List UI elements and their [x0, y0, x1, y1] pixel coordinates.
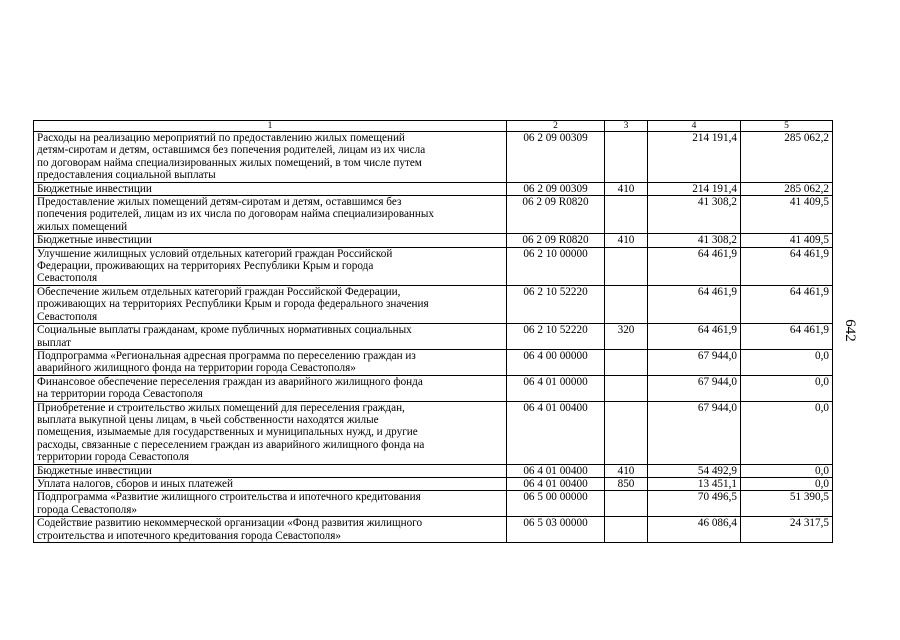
- row-amount-col5: 0,0: [741, 464, 833, 477]
- row-target-code: 06 2 09 R0820: [507, 196, 605, 234]
- row-description: Содействие развитию некоммерческой организации «Фонд развития жилищного строительства и ипотечного кредитования города Севастополя»: [34, 517, 507, 543]
- row-amount-col5: 0,0: [741, 401, 833, 464]
- row-amount-col4: 67 944,0: [648, 375, 741, 401]
- table-row: [34, 182, 833, 195]
- row-target-code: 06 4 01 00000: [507, 375, 605, 401]
- row-target-code: 06 4 01 00400: [507, 401, 605, 464]
- row-amount-col5: 64 461,9: [741, 324, 833, 350]
- table-row: [34, 234, 833, 247]
- row-amount-col4: 64 461,9: [648, 247, 741, 285]
- header-col-4: 4: [648, 121, 741, 132]
- row-expense-type: [605, 247, 648, 285]
- row-expense-type: 410: [605, 182, 648, 195]
- row-target-code: 06 4 01 00400: [507, 477, 605, 490]
- row-amount-col5: 41 409,5: [741, 234, 833, 247]
- row-expense-type: [605, 491, 648, 517]
- table-row: [34, 491, 833, 517]
- row-description: Приобретение и строительство жилых помещений для переселения граждан, выплата выкупной цены лицам, в чьей собственности находятся жилые помещения, изымаемые для государственных и муниципальных нужд, и другие расходы, связанные с переселением граждан из аварийного жилищного фонда на территории города Севастополя: [34, 401, 507, 464]
- row-expense-type: [605, 196, 648, 234]
- row-target-code: 06 2 10 52220: [507, 285, 605, 323]
- row-expense-type: [605, 375, 648, 401]
- row-description: Улучшение жилищных условий отдельных категорий граждан Российской Федерации, проживающих на территориях Республики Крым и города Севастополя: [34, 247, 507, 285]
- table-row: [34, 247, 833, 285]
- header-col-1: 1: [34, 121, 507, 132]
- row-amount-col4: 41 308,2: [648, 196, 741, 234]
- header-col-5: 5: [741, 121, 833, 132]
- table-row: [34, 324, 833, 350]
- row-expense-type: [605, 132, 648, 183]
- row-target-code: 06 2 09 00309: [507, 132, 605, 183]
- row-description: Социальные выплаты гражданам, кроме публичных нормативных социальных выплат: [34, 324, 507, 350]
- row-expense-type: [605, 517, 648, 543]
- row-description: Бюджетные инвестиции: [34, 182, 507, 195]
- table-row: [34, 464, 833, 477]
- budget-table: [33, 120, 833, 543]
- row-expense-type: 410: [605, 234, 648, 247]
- table-row: [34, 196, 833, 234]
- header-col-3: 3: [605, 121, 648, 132]
- row-target-code: 06 4 01 00400: [507, 464, 605, 477]
- row-description: Уплата налогов, сборов и иных платежей: [34, 477, 507, 490]
- row-expense-type: 320: [605, 324, 648, 350]
- row-amount-col4: 41 308,2: [648, 234, 741, 247]
- row-amount-col5: 0,0: [741, 477, 833, 490]
- row-amount-col4: 70 496,5: [648, 491, 741, 517]
- row-description: Бюджетные инвестиции: [34, 464, 507, 477]
- row-target-code: 06 4 00 00000: [507, 349, 605, 375]
- row-amount-col4: 54 492,9: [648, 464, 741, 477]
- row-amount-col5: 0,0: [741, 375, 833, 401]
- table-row: [34, 349, 833, 375]
- row-amount-col4: 46 086,4: [648, 517, 741, 543]
- page-number: 642: [841, 319, 858, 342]
- table-row: [34, 517, 833, 543]
- row-amount-col5: 24 317,5: [741, 517, 833, 543]
- row-expense-type: 850: [605, 477, 648, 490]
- row-target-code: 06 2 10 52220: [507, 324, 605, 350]
- row-amount-col5: 285 062,2: [741, 132, 833, 183]
- row-description: Бюджетные инвестиции: [34, 234, 507, 247]
- row-target-code: 06 5 03 00000: [507, 517, 605, 543]
- row-description: Обеспечение жильем отдельных категорий граждан Российской Федерации, проживающих на территориях Республики Крым и города федерального значения Севастополя: [34, 285, 507, 323]
- row-amount-col4: 67 944,0: [648, 349, 741, 375]
- header-col-2: 2: [507, 121, 605, 132]
- row-description: Подпрограмма «Развитие жилищного строительства и ипотечного кредитования города Севастополя»: [34, 491, 507, 517]
- header-row: [34, 121, 833, 132]
- row-target-code: 06 5 00 00000: [507, 491, 605, 517]
- table-row: [34, 285, 833, 323]
- row-description: Предоставление жилых помещений детям-сиротам и детям, оставшимся без попечения родителей, лицам из их числа по договорам найма специализированных жилых помещений: [34, 196, 507, 234]
- table-row: [34, 375, 833, 401]
- row-amount-col4: 64 461,9: [648, 285, 741, 323]
- table-row: [34, 477, 833, 490]
- table-row: [34, 132, 833, 183]
- row-description: Финансовое обеспечение переселения граждан из аварийного жилищного фонда на территории города Севастополя: [34, 375, 507, 401]
- row-amount-col4: 214 191,4: [648, 132, 741, 183]
- row-amount-col5: 0,0: [741, 349, 833, 375]
- row-amount-col5: 64 461,9: [741, 247, 833, 285]
- row-amount-col5: 285 062,2: [741, 182, 833, 195]
- row-expense-type: [605, 285, 648, 323]
- row-expense-type: [605, 401, 648, 464]
- row-expense-type: 410: [605, 464, 648, 477]
- row-amount-col4: 13 451,1: [648, 477, 741, 490]
- row-amount-col5: 64 461,9: [741, 285, 833, 323]
- row-amount-col5: 51 390,5: [741, 491, 833, 517]
- row-target-code: 06 2 09 R0820: [507, 234, 605, 247]
- row-target-code: 06 2 09 00309: [507, 182, 605, 195]
- row-amount-col5: 41 409,5: [741, 196, 833, 234]
- row-amount-col4: 67 944,0: [648, 401, 741, 464]
- row-amount-col4: 64 461,9: [648, 324, 741, 350]
- table-row: [34, 401, 833, 464]
- row-expense-type: [605, 349, 648, 375]
- table-body: [34, 121, 833, 543]
- row-description: Расходы на реализацию мероприятий по предоставлению жилых помещений детям-сиротам и детям, оставшимся без попечения родителей, лицам из их числа по договорам найма специализированных жилых помещений, в том числе путем предоставления социальной выплаты: [34, 132, 507, 183]
- row-target-code: 06 2 10 00000: [507, 247, 605, 285]
- row-description: Подпрограмма «Региональная адресная программа по переселению граждан из аварийного жилищного фонда на территории города Севастополя»: [34, 349, 507, 375]
- row-amount-col4: 214 191,4: [648, 182, 741, 195]
